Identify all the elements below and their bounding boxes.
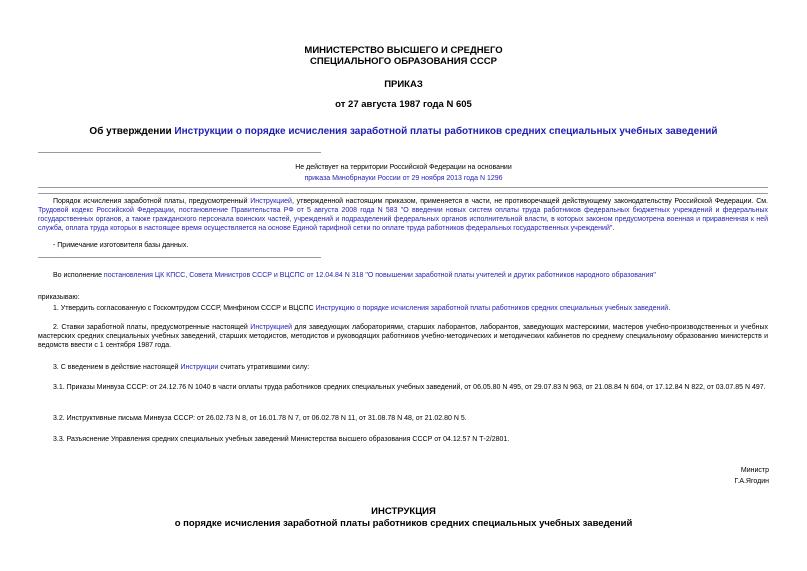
notice-text: Не действует на территории Российской Федерации на основании (295, 164, 512, 171)
ministry-line-1: МИНИСТЕРСТВО ВЫСШЕГО И СРЕДНЕГО (304, 45, 503, 56)
ministry-line-2: СПЕЦИАЛЬНОГО ОБРАЗОВАНИЯ СССР (310, 56, 497, 67)
item-3 (53, 363, 309, 372)
item-3-text-2: считать утратившими силу: (218, 364, 310, 371)
divider (38, 193, 768, 194)
item-1 (53, 304, 670, 313)
government-decree-link[interactable]: постановление Правительства РФ от 5 августа 2008 года N 583 "О введении новых систем оплаты труда работников федеральных бюджетных учреждений и федеральных государственных органов, а также гражданского персонала воинских частей, учреждений и подразделений федеральных органов исполнительной власти, в которых законом предусмотрена военная и приравненная к ней служба, оплата труда которых в настоящее время осуществляется на основе Единой тарифной сетки по оплате труда работников федеральных государственных учреждений" (38, 207, 768, 232)
item-3-instruction-link[interactable]: Инструкции (180, 364, 219, 371)
resolution-link[interactable]: постановления ЦК КПСС, Совета Министров СССР и ВЦСПС от 12.04.84 N 318 "О повышении заработной платы учителей и других работников народного образования" (103, 272, 656, 279)
item-2 (38, 323, 768, 350)
signature-title: Министр (740, 467, 769, 474)
editor-note-text-4: . (612, 225, 615, 232)
item-2-text-1: 2. Ставки заработной платы, предусмотренные настоящей (53, 324, 251, 331)
item-1-text: 1. Утвердить согласованную с Госкомтрудом СССР, Минфином СССР и ВЦСПС (53, 305, 316, 312)
divider (38, 257, 321, 258)
editor-footnote: - Примечание изготовителя базы данных. (53, 242, 189, 249)
editor-note (38, 197, 768, 233)
orders-label: приказываю: (38, 294, 80, 301)
item-1-instruction-link[interactable]: Инструкцию о порядке исчисления заработной платы работников средних специальных учебных заведений (315, 305, 669, 312)
item-3-1 (38, 383, 768, 392)
editor-note-text-1: Порядок исчисления заработной платы, предусмотренный (53, 198, 251, 205)
instruction-heading: ИНСТРУКЦИЯ (371, 506, 436, 517)
instruction-subheading: о порядке исчисления заработной платы работников средних специальных учебных заведений (174, 518, 633, 529)
editor-note-text-2: , утвержденной настоящим приказом, применяется в части, не противоречащей действующему законодательству Российской Федерации. См. (291, 198, 769, 205)
labor-code-link[interactable]: Трудовой кодекс Российской Федерации (38, 207, 174, 214)
item-2-text-2: для заведующих лабораториями, старших лаборантов, лаборантов, заведующих мастерскими, мастеров учебно-производственных и учебных мастерских средних специальных учебных заведений, старших методистов, методистов и руководящих работников учебно-методических и методических кабинетов по среднему специальному образованию министерств и ведомств ввести с 1 сентября 1987 года. (38, 324, 768, 349)
item-3-1-text: 3.1. Приказы Минвуза СССР: от 24.12.76 N 1040 в части оплаты труда работников средних специальных учебных заведений, от 06.05.80 N 495, от 29.07.83 N 963, от 21.08.84 N 604, от 17.12.84 N 822, от 03.07.85 N 497. (53, 384, 766, 391)
item-3-3: 3.3. Разъяснение Управления средних специальных учебных заведений Министерства высшего образования СССР от 04.12.57 N Т-2/2801. (53, 436, 510, 443)
divider (38, 187, 768, 188)
status-notice (0, 162, 807, 184)
title-prefix: Об утверждении (89, 126, 175, 137)
item-2-instruction-link[interactable]: Инструкцией (250, 324, 292, 331)
item-1-end: . (668, 305, 671, 312)
item-3-text-1: 3. С введением в действие настоящей (53, 364, 181, 371)
title-instruction-link[interactable]: Инструкции о порядке исчисления заработной платы работников средних специальных учебных заведений (174, 126, 718, 137)
divider (38, 152, 321, 153)
doc-date-number: от 27 августа 1987 года N 605 (335, 99, 472, 110)
item-3-2: 3.2. Инструктивные письма Минвуза СССР: от 26.02.73 N 8, от 16.01.78 N 7, от 06.02.78 N 11, от 31.08.78 N 48, от 21.02.80 N 5. (53, 415, 467, 422)
notice-order-link[interactable]: приказа Минобрнауки России от 29 ноября 2013 года N 1296 (304, 175, 503, 182)
page-title (0, 126, 807, 137)
preamble (53, 271, 656, 280)
instruction-link[interactable]: Инструкцией (250, 198, 292, 205)
signature-name: Г.А.Ягодин (734, 478, 769, 485)
editor-note-text-3: , (173, 207, 179, 214)
doc-type: ПРИКАЗ (384, 79, 423, 90)
preamble-text: Во исполнение (53, 272, 104, 279)
